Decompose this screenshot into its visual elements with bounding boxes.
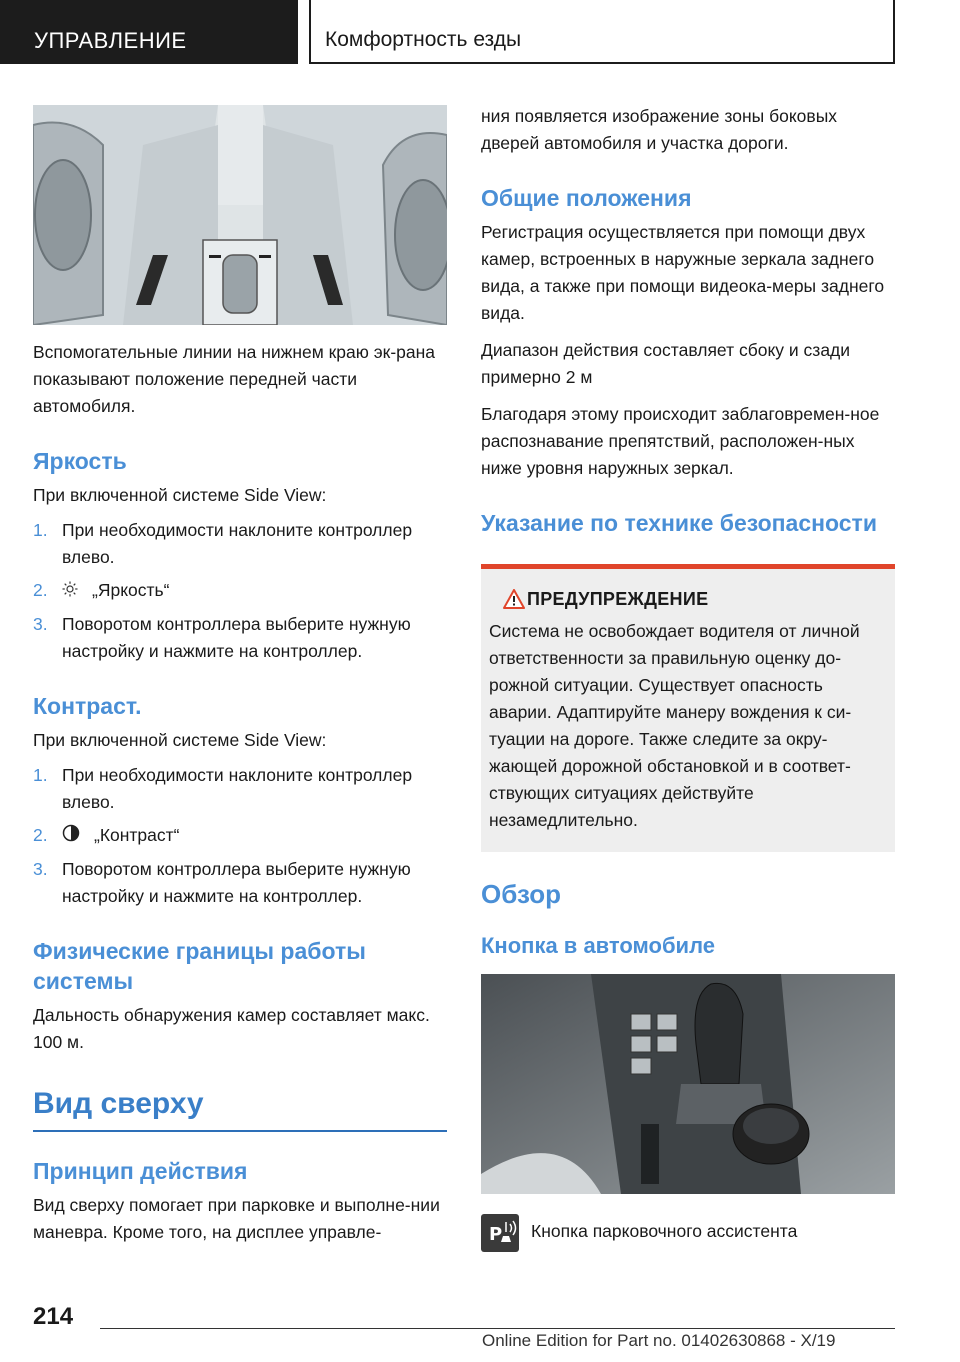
page-number: 214 (33, 1303, 74, 1330)
step-text: „Контраст“ (94, 824, 180, 845)
step-text: При необходимости наклоните контроллер влево. (62, 520, 413, 567)
general-p1: Регистрация осуществляется при помощи двух камер, встроенных в наружные зеркала заднего вида, а также при помощи видеока-меры заднего вида. (481, 222, 885, 323)
contrast-heading: Контраст. (33, 692, 142, 719)
header-section (0, 0, 298, 64)
limits-heading: Физические границы работы системы (33, 937, 366, 994)
principle-text: Вид сверху помогает при парковке и выполне-нии маневра. Кроме того, на дисплее управле- (33, 1194, 440, 1242)
warning-head (489, 591, 887, 612)
step-number: 1. (33, 520, 48, 540)
list-item (33, 577, 447, 605)
list-item (33, 611, 447, 665)
overview-subheading: Кнопка в автомобиле (481, 933, 715, 958)
list-item (33, 822, 447, 850)
top-view-heading: Вид сверху (33, 1086, 204, 1120)
step-number: 2. (33, 824, 48, 845)
side-view-illustration (33, 105, 447, 325)
list-item (33, 517, 447, 571)
general-heading: Общие положения (481, 185, 692, 211)
footer-rule (100, 1328, 895, 1329)
illustration-caption: Вспомогательные линии на нижнем краю эк-рана показывают положение передней части автомобиля. (33, 342, 436, 416)
step-number: 1. (33, 764, 48, 785)
general-p3: Благодаря этому происходит заблаговремен-ное распознавание препятствий, расположен-ных ниже уровня наружных зеркал. (481, 404, 880, 478)
right-column (481, 103, 895, 1252)
general-p2: Диапазон действия составляет сбоку и сзади примерно 2 м (481, 340, 851, 387)
warning-text: Система не освобождает водителя от личной ответственности за правильную оценку до-рожной ситуации. Существует опасность аварии. Адаптируйте манеру вождения к си-туации на дороге. Также следите за окру-жающей дорожной обстановкой и в соответ-ствующих ситуациях действуйте незамедлительно. (489, 621, 860, 830)
console-image (481, 974, 895, 1194)
step-text: При необходимости наклоните контроллер влево. (62, 764, 413, 812)
brightness-steps (33, 517, 447, 665)
console-photo (481, 974, 895, 1194)
svg-text:P: P (489, 1224, 503, 1245)
limits-text: Дальность обнаружения камер составляет макс. 100 м. (33, 1004, 430, 1052)
overview-heading: Обзор (481, 879, 561, 909)
contrast-intro: При включенной системе Side View: (33, 729, 327, 750)
header-section-title: УПРАВЛЕНИЕ (34, 28, 187, 53)
contrast-steps (33, 762, 447, 910)
step-number: 3. (33, 858, 48, 879)
contrast-icon (62, 823, 80, 850)
safety-heading: Указание по технике безопасности (481, 510, 877, 536)
left-column (33, 105, 447, 1246)
list-item (33, 856, 447, 910)
warning-triangle-icon (503, 589, 525, 614)
warning-title: ПРЕДУПРЕЖДЕНИЕ (527, 589, 709, 609)
step-text: Поворотом контроллера выберите нужную настройку и нажмите на контроллер. (62, 858, 411, 906)
header-chapter (311, 0, 895, 64)
brightness-heading: Яркость (33, 448, 127, 474)
principle-heading: Принцип действия (33, 1157, 248, 1184)
section-rule (33, 1130, 447, 1132)
step-number: 2. (33, 580, 48, 600)
header-chapter-title: Комфортность езды (325, 28, 522, 51)
continuation-text: ния появляется изображение зоны боковых дверей автомобиля и участка дороги. (481, 106, 838, 153)
brightness-intro: При включенной системе Side View: (33, 485, 327, 505)
parking-assistant-label: Кнопка парковочного ассистента (531, 1221, 798, 1241)
footer-edition: Online Edition for Part no. 01402630868 - X/19 (482, 1331, 836, 1350)
warning-box (481, 564, 895, 852)
sun-icon (62, 578, 78, 605)
park-assist-legend (481, 1214, 895, 1252)
step-number: 3. (33, 613, 48, 634)
step-text: Поворотом контроллера выберите нужную настройку и нажмите на контроллер. (62, 613, 411, 661)
step-text: „Яркость“ (92, 580, 170, 600)
parking-assistant-icon (481, 1214, 519, 1252)
list-item (33, 762, 447, 816)
side-view-image (33, 105, 447, 325)
